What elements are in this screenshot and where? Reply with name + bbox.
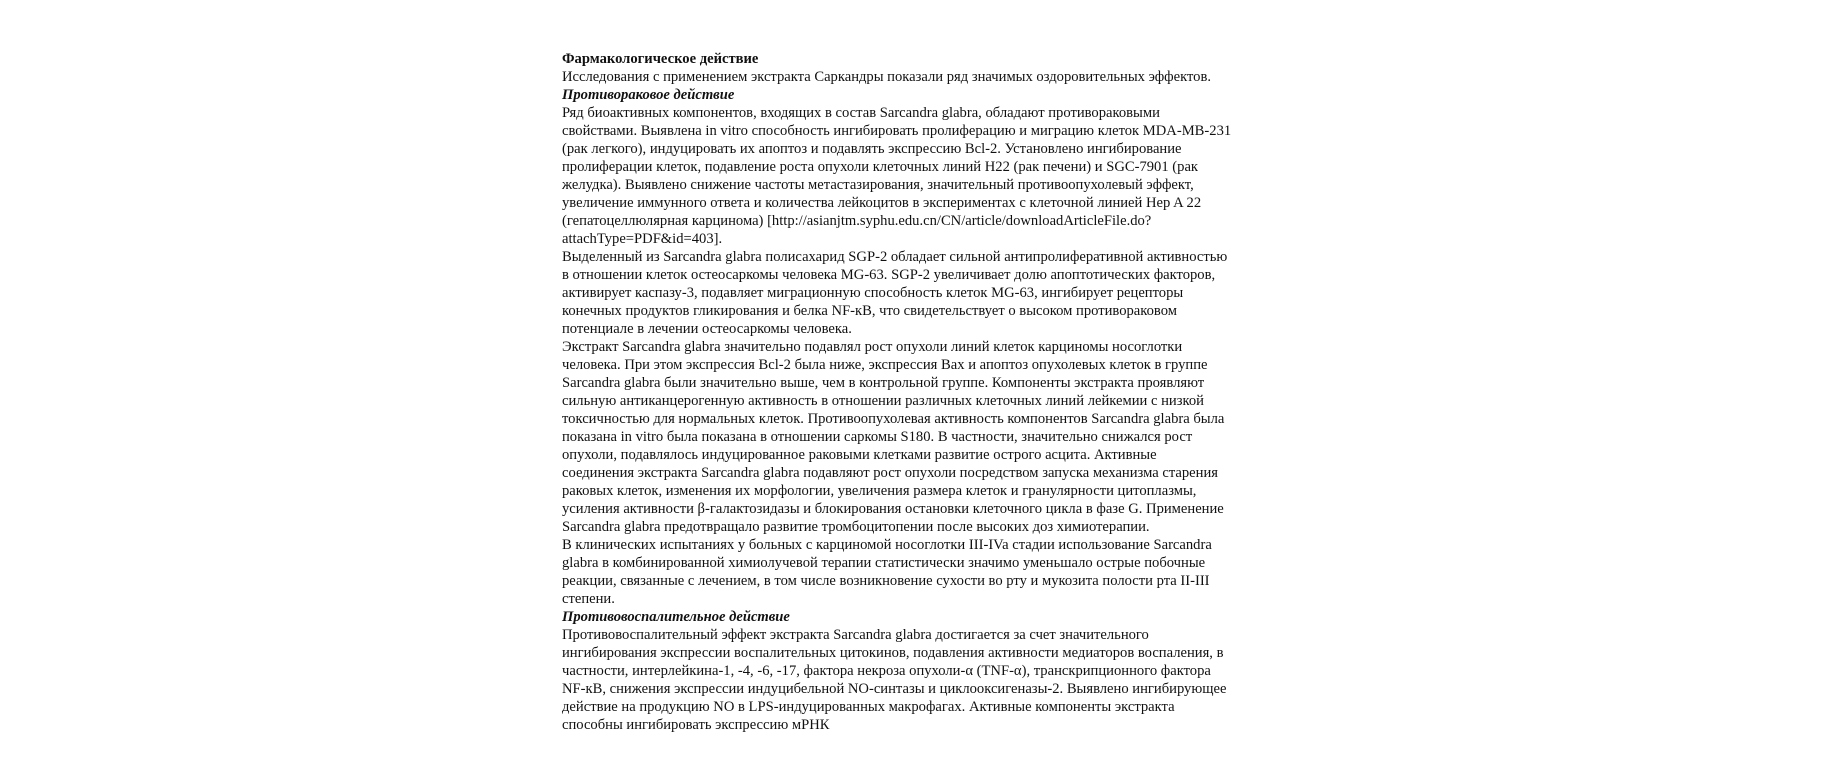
- paragraph: В клинических испытаниях у больных с карциномой носоглотки III-IVa стадии использование Sarcandra glabra в комбинированной химиолучевой терапии статистически значимо уменьшало острые побочные реакции, связанные с лечением, в том числе возникновение сухости во рту и мукозита полости рта II-III степени.: [562, 537, 1212, 607]
- section-heading-anticancer: Противораковое действие: [562, 87, 735, 103]
- paragraph: Выделенный из Sarcandra glabra полисахарид SGP-2 обладает сильной антипролиферативной активностью в отношении клеток остеосаркомы человека MG-63. SGP-2 увеличивает долю апоптотических факторов, активирует каспазу-3, подавляет миграционную способность клеток MG-63, ингибирует рецепторы конечных продуктов гликирования и белка NF-кB, что свидетельствует о высоком противораковом потенциале в лечении остеосаркомы человека.: [562, 249, 1228, 337]
- paragraph: Ряд биоактивных компонентов, входящих в состав Sarcandra glabra, обладают противораковыми свойствами. Выявлена in vitro способность ингибировать пролиферацию и миграцию клеток MDA-MB-231 (рак легкого), индуцировать их апоптоз и подавлять экспрессию Bcl-2. Установлено ингибирование пролиферации клеток, подавление роста опухоли клеточных линий H22 (рак печени) и SGC-7901 (рак желудка). Выявлено снижение частоты метастазирования, значительный противоопухолевый эффект, увеличение иммунного ответа и количества лейкоцитов в экспериментах с клеточной линией Hep A 22 (гепатоцеллюлярная карцинома) [http://asianjtm.syphu.edu.cn/CN/article/downloadArticleFile.do?attachType=PDF&id=403].: [562, 105, 1232, 247]
- paragraph: Экстракт Sarcandra glabra значительно подавлял рост опухоли линий клеток карциномы носоглотки человека. При этом экспрессия Bcl-2 была ниже, экспрессия Bax и апоптоз опухолевых клеток в группе Sarcandra glabra были значительно выше, чем в контрольной группе. Компоненты экстракта проявляют сильную антиканцерогенную активность в отношении различных клеточных линий лейкемии с низкой токсичностью для нормальных клеток. Противоопухолевая активность компонентов Sarcandra glabra была показана in vitro была показана в отношении саркомы S180. В частности, значительно снижался рост опухоли, подавлялось индуцированное раковыми клетками развитие острого асцита. Активные соединения экстракта Sarcandra glabra подавляют рост опухоли посредством запуска механизма старения раковых клеток, изменения их морфологии, увеличения размера клеток и гранулярности цитоплазмы, усиления активности β-галактозидазы и блокирования остановки клеточного цикла в фазе G. Применение Sarcandra glabra предотвращало развитие тромбоцитопении после высоких доз химиотерапии.: [562, 339, 1225, 535]
- paragraph: Противовоспалительный эффект экстракта Sarcandra glabra достигается за счет значительного ингибирования экспрессии воспалительных цитокинов, подавления активности медиаторов воспаления, в частности, интерлейкина-1, -4, -6, -17, фактора некроза опухоли-α (TNF-α), транскрипционного фактора NF-кB, снижения экспрессии индуцибельной NO-синтазы и циклооксигеназы-2. Выявлено ингибирующее действие на продукцию NO в LPS-индуцированных макрофагах. Активные компоненты экстракта способны ингибировать экспрессию мРНК: [562, 627, 1227, 733]
- document-body: [562, 50, 1232, 734]
- document-title: Фармакологическое действие: [562, 51, 759, 67]
- section-heading-anti-inflammatory: Противовоспалительное действие: [562, 609, 790, 625]
- intro-paragraph: Исследования с применением экстракта Саркандры показали ряд значимых оздоровительных эффектов.: [562, 69, 1212, 85]
